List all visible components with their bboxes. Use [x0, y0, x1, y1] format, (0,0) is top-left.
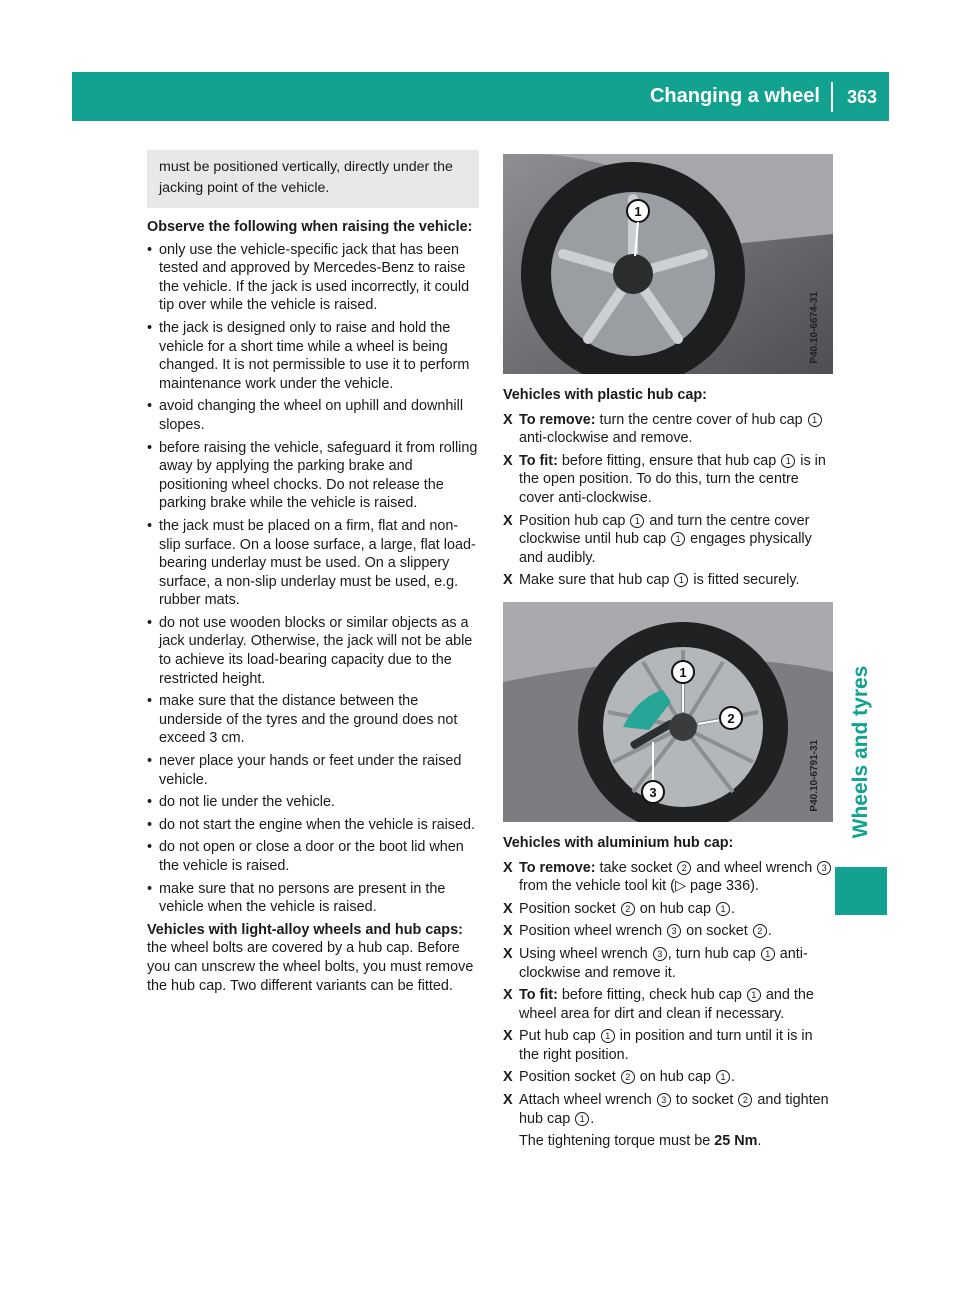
torque-note-text: The tightening torque must be — [519, 1133, 715, 1150]
step-text: Using wheel wrench — [519, 945, 652, 962]
photo1-callout-1: 1 — [634, 204, 642, 219]
step-arrow-icon: X — [503, 945, 513, 962]
step-item — [503, 945, 833, 982]
step-text: page 336). — [686, 878, 759, 895]
step-text: anti-clockwise and remove. — [519, 430, 693, 447]
photo-reference-code: P40.10-6791-31 — [809, 740, 821, 812]
list-item: • do not start the engine when the vehicle is raised. — [147, 816, 479, 835]
hub-cap-paragraph-text: the wheel bolts are covered by a hub cap. Before you can unscrew the wheel bolts, you must remove the hub cap. Two different variants can be fitted. — [147, 940, 474, 994]
list-item: • the jack must be placed on a firm, flat and non-slip surface. On a loose surface, a large, flat load-bearing underlay must be used. On a slippery surface, a non-slip underlay must be used, e.g. rubber mats. — [147, 517, 479, 610]
step-text: and tighten hub cap — [519, 1092, 829, 1127]
step-text: in position and turn until it is in the right position. — [519, 1028, 813, 1063]
photo2-callout-3: 3 — [649, 784, 657, 800]
aluminium-hub-cap-steps — [503, 859, 833, 1129]
callout-number: 2 — [677, 861, 691, 875]
step-lead: To fit: — [519, 452, 558, 469]
photo2-callout-1: 1 — [679, 664, 687, 680]
callout-number: 1 — [747, 988, 761, 1002]
photo2-callout-2: 2 — [727, 710, 735, 726]
callout-number: 3 — [653, 947, 667, 961]
callout-number: 1 — [671, 532, 685, 546]
raise-heading: Observe the following when raising the vehicle: — [147, 219, 473, 235]
hub-cap-paragraph — [147, 921, 479, 995]
step-text: turn the centre cover of hub cap — [595, 411, 807, 428]
header-divider — [831, 82, 833, 112]
step-item — [503, 411, 833, 448]
step-text: . — [731, 900, 736, 917]
step-text: Position socket — [519, 900, 620, 917]
torque-note-end: . — [757, 1133, 762, 1150]
plastic-hub-cap-steps — [503, 411, 833, 590]
photo-plastic-hub-cap — [503, 154, 833, 374]
step-item — [503, 900, 833, 919]
callout-number: 2 — [738, 1093, 752, 1107]
callout-number: 1 — [781, 454, 795, 468]
aluminium-hub-cap-heading: Vehicles with aluminium hub cap: — [503, 834, 734, 851]
step-arrow-icon: X — [503, 923, 513, 940]
side-tab-marker — [835, 867, 887, 915]
step-text: . — [731, 1069, 736, 1086]
step-item — [503, 859, 833, 896]
page-reference-icon: ▷ — [674, 878, 687, 895]
page-section-title: Changing a wheel — [649, 85, 820, 107]
step-arrow-icon: X — [503, 987, 513, 1004]
step-arrow-icon: X — [503, 1028, 513, 1045]
callout-number: 1 — [575, 1112, 589, 1126]
step-text: anti-clockwise and remove it. — [519, 945, 808, 981]
list-item: • never place your hands or feet under the raised vehicle. — [147, 752, 479, 789]
step-arrow-icon: X — [503, 452, 513, 469]
step-item — [503, 1068, 833, 1087]
step-arrow-icon: X — [503, 411, 513, 428]
step-arrow-icon: X — [503, 1092, 513, 1109]
photo-reference-code: P40.10-6674-31 — [809, 292, 821, 364]
step-item — [503, 922, 833, 941]
list-item: • only use the vehicle-specific jack that has been tested and approved by Mercedes-Benz to raise the vehicle. If the jack is used incorrectly, it could tip over while the vehicle is raised. — [147, 241, 479, 315]
right-column — [503, 154, 833, 1155]
step-text: take socket — [595, 859, 677, 876]
step-text: from the vehicle tool kit ( — [519, 878, 675, 895]
step-item — [503, 986, 833, 1023]
note-box: must be positioned vertically, directly under the jacking point of the vehicle. — [147, 150, 479, 208]
list-item: • do not lie under the vehicle. — [147, 793, 479, 812]
step-text: is in the open position. To do this, turn the centre cover anti-clockwise. — [519, 452, 826, 506]
list-item: • do not open or close a door or the boot lid when the vehicle is raised. — [147, 838, 479, 875]
step-arrow-icon: X — [503, 1069, 513, 1086]
step-text: on hub cap — [635, 900, 716, 917]
callout-number: 3 — [657, 1093, 671, 1107]
list-item: • before raising the vehicle, safeguard it from rolling away by applying the parking brake and positioning wheel chocks. Do not release the parking brake while the vehicle is raised. — [147, 439, 479, 513]
step-text: engages physically and audibly. — [519, 531, 812, 566]
callout-number: 2 — [621, 902, 635, 916]
step-text: , turn hub cap — [667, 945, 760, 962]
step-text: before fitting, check hub cap — [557, 987, 746, 1004]
raise-bullet-list — [147, 241, 479, 917]
step-text: is fitted securely. — [689, 572, 800, 589]
list-item: • make sure that no persons are present in the vehicle when the vehicle is raised. — [147, 880, 479, 917]
step-text: to socket — [671, 1092, 738, 1109]
torque-note — [503, 1132, 833, 1151]
step-item — [503, 512, 833, 568]
hub-cap-paragraph-lead: Vehicles with light-alloy wheels and hub caps: — [147, 921, 463, 938]
callout-number: 1 — [716, 902, 730, 916]
callout-number: 1 — [674, 573, 688, 587]
step-item — [503, 1027, 833, 1064]
step-arrow-icon: X — [503, 859, 513, 876]
photo-aluminium-hub-cap — [503, 602, 833, 822]
step-text: Attach wheel wrench — [519, 1092, 656, 1109]
step-arrow-icon: X — [503, 900, 513, 917]
step-text: on hub cap — [635, 1069, 716, 1086]
step-text: Position wheel wrench — [519, 923, 667, 940]
step-text: . — [590, 1110, 595, 1127]
step-arrow-icon: X — [503, 512, 513, 529]
list-item: • the jack is designed only to raise and hold the vehicle for a short time while a wheel is being changed. It is not permissible to use it to perform maintenance work under the vehicle. — [147, 319, 479, 393]
callout-number: 2 — [621, 1070, 635, 1084]
side-tab-label: Wheels and tyres — [849, 665, 872, 839]
step-text: and turn the centre cover clockwise until hub cap — [519, 512, 810, 548]
callout-number: 3 — [817, 861, 831, 875]
callout-number: 3 — [667, 924, 681, 938]
list-item: • make sure that the distance between the underside of the tyres and the ground does not exceed 3 cm. — [147, 692, 479, 748]
left-column — [147, 150, 479, 999]
callout-number: 2 — [753, 924, 767, 938]
wheel-photo-illustration — [503, 154, 833, 374]
callout-number: 1 — [601, 1029, 615, 1043]
step-lead: To fit: — [519, 987, 558, 1004]
step-lead: To remove: — [519, 411, 596, 428]
step-lead: To remove: — [519, 859, 596, 876]
list-item: • do not use wooden blocks or similar objects as a jack underlay. Otherwise, the jack will not be able to achieve its load-bearing capacity due to the restricted height. — [147, 614, 479, 688]
step-text: Position hub cap — [519, 512, 630, 529]
step-text: and wheel wrench — [692, 859, 817, 876]
step-text: and the wheel area for dirt and clean if necessary. — [519, 987, 814, 1022]
step-text: on socket — [682, 923, 752, 940]
step-arrow-icon: X — [503, 572, 513, 589]
step-text: Make sure that hub cap — [519, 572, 674, 589]
callout-number: 1 — [808, 413, 822, 427]
page-number: 363 — [846, 87, 878, 107]
callout-number: 1 — [630, 514, 644, 528]
torque-value: 25 Nm — [714, 1133, 758, 1150]
step-item — [503, 1091, 833, 1128]
plastic-hub-cap-heading: Vehicles with plastic hub cap: — [503, 387, 707, 403]
step-item — [503, 571, 833, 590]
step-item — [503, 452, 833, 508]
callout-number: 1 — [761, 947, 775, 961]
wheel-photo-illustration — [503, 602, 833, 822]
step-text: Put hub cap — [519, 1028, 600, 1045]
step-text: . — [767, 923, 772, 940]
step-text: Position socket — [519, 1069, 620, 1086]
list-item: • avoid changing the wheel on uphill and downhill slopes. — [147, 397, 479, 434]
step-text: before fitting, ensure that hub cap — [557, 452, 781, 469]
callout-number: 1 — [716, 1070, 730, 1084]
side-tab — [835, 612, 887, 892]
